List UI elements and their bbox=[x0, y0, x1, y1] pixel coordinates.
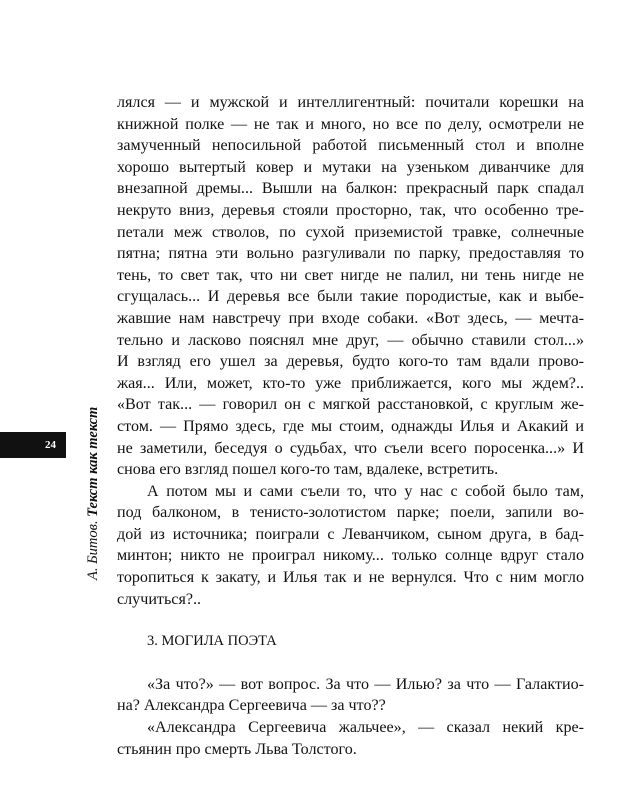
section-gap bbox=[117, 653, 584, 674]
body-text bbox=[117, 92, 584, 760]
text-line: пятна; пятна эти вольно разгуливали по парку, предоставляя то bbox=[117, 245, 584, 263]
text-line: «Вот так... — говорил он с мягкой расстановкой, с круглым же- bbox=[117, 396, 584, 414]
text-line: сгущалась... И деревья все были такие породистые, как и выбе- bbox=[117, 288, 584, 306]
text-line: случиться?.. bbox=[117, 590, 202, 608]
text-line: стом. — Прямо здесь, где мы стоим, однажды Илья и Акакий и bbox=[117, 417, 584, 435]
section-gap bbox=[117, 610, 584, 631]
text-line: некруто вниз, деревья стояли просторно, так, что особенно тре- bbox=[117, 201, 584, 219]
text-line: не заметили, беседуя о судьбах, что съели всего поросенка...» И bbox=[117, 439, 584, 457]
running-head bbox=[83, 270, 103, 580]
text-line: на? Александра Сергеевича — за что?? bbox=[117, 697, 386, 715]
text-line: «За что?» — вот вопрос. За что — Илью? за что — Галактио- bbox=[147, 675, 584, 693]
page-number-tab bbox=[0, 432, 66, 458]
text-line: жавшие нам навстречу при входе собаки. «Вот здесь, — мечта- bbox=[117, 309, 584, 327]
text-line: книжной полке — не так и много, но все по делу, осмотрели не bbox=[117, 115, 584, 133]
text-line: хорошо вытертый ковер и мутаки на узеньком диванчике для bbox=[117, 158, 584, 176]
text-line: снова его взгляд пошел кого-то там, вдалеке, встретить. bbox=[117, 461, 499, 479]
text-line: дой из источника; поиграли с Леванчиком, сыном друга, в бад- bbox=[117, 525, 584, 543]
paragraph-2 bbox=[117, 481, 584, 611]
section-heading: 3. МОГИЛА ПОЭТА bbox=[147, 633, 277, 650]
page-number: 24 bbox=[45, 439, 56, 451]
paragraph-3 bbox=[117, 674, 584, 717]
text-line: петали меж стволов, по сухой приземистой травке, солнечные bbox=[117, 223, 584, 241]
paragraph-4 bbox=[117, 717, 584, 760]
text-line: замученный непосильной работой письменный стол и вполне bbox=[117, 137, 584, 155]
text-line: тень, то свет так, что ни свет нигде не палил, ни тень нигде не bbox=[117, 266, 584, 284]
running-head-author: А. Битов. bbox=[85, 520, 101, 580]
text-line: И взгляд его ушел за деревья, будто кого-то там вдали прово- bbox=[117, 353, 584, 371]
text-line: торопиться к закату, и Илья так и не вернулся. Что с ним могло bbox=[117, 569, 584, 587]
text-line: под балконом, в тенисто-золотистом парке; поели, запили во- bbox=[117, 504, 584, 522]
text-line: стьянин про смерть Льва Толстого. bbox=[117, 740, 357, 758]
paragraph-1 bbox=[117, 92, 584, 481]
text-line: жая... Или, может, кто-то уже приближается, кого мы ждем?.. bbox=[117, 374, 584, 392]
text-line: минтон; никто не проиграл никому... только солнце вдруг стало bbox=[117, 547, 584, 565]
text-line: лялся — и мужской и интеллигентный: почитали корешки на bbox=[117, 94, 584, 111]
text-line: тельно и ласково пояснял мне друг, — обычно ставили стол...» bbox=[117, 331, 584, 349]
text-line: внезапной дремы... Вышли на балкон: прекрасный парк спадал bbox=[117, 180, 584, 198]
text-line: «Александра Сергеевича жальчее», — сказал некий кре- bbox=[147, 719, 584, 737]
text-line: А потом мы и сами съели то, что у нас с собой было там, bbox=[147, 482, 584, 500]
running-head-title: Текст как текст bbox=[85, 406, 101, 517]
